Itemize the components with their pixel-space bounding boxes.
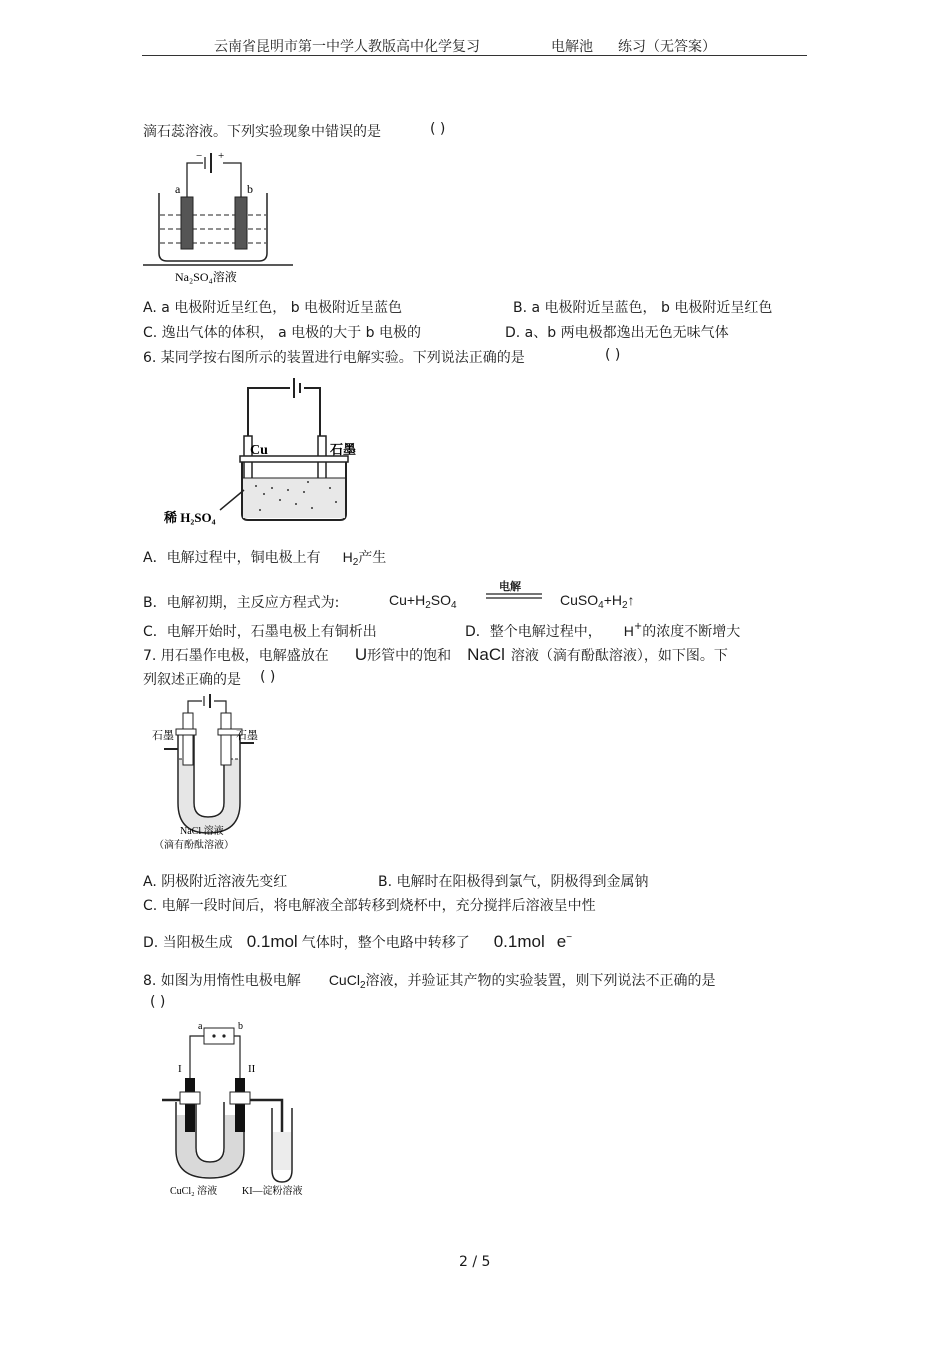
q6-option-b-equals (486, 592, 542, 600)
q8-stem: 8. 如图为用惰性电极电解 CuCl$_2$溶液，并验证其产物的实验装置，则下列说法不正确的是 (143, 972, 716, 991)
q6-option-a-pre: A．电解过程中，铜电极上有 (143, 550, 321, 566)
q5-electrode-a: a (175, 182, 181, 196)
header-note: 练习（无答案） (618, 39, 716, 55)
q5-caption: Na₂SO₄溶液 (175, 270, 237, 284)
q7-option-a: A. 阴极附近溶液先变红 (143, 874, 288, 890)
q7-stem-line1: 7. 用石墨作电极，电解盛放在 U形管中的饱和 NaCl 溶液（滴有酚酞溶液），如下图。下 (143, 645, 728, 664)
q5-answer-paren: ( ) (430, 121, 446, 137)
q6-answer-paren: ( ) (605, 347, 621, 363)
q6-option-a-h: H (342, 549, 353, 565)
q5-stem: 滴石蕊溶液。下列实验现象中错误的是 (143, 124, 381, 140)
header-title: 云南省昆明市第一中学人教版高中化学复习 (214, 39, 480, 55)
q8-electrode-ii: II (248, 1063, 256, 1075)
header-rule (142, 55, 807, 56)
q5-electrode-b: b (247, 182, 253, 196)
q7-caption-line2: （滴有酚酞溶液） (154, 840, 234, 851)
q7-stem-line2: 列叙述正确的是 (143, 672, 241, 688)
q8-answer-paren: ( ) (150, 994, 166, 1010)
q6-option-c: C．电解开始时，石墨电极上有铜析出 (143, 624, 377, 640)
q7-figure (150, 693, 270, 855)
page-number: 2 / 5 (459, 1254, 491, 1270)
q6-option-a-post: 产生 (358, 550, 387, 566)
q6-acid-label: 稀 H₂SO₄ (164, 510, 216, 525)
q6-stem: 6. 某同学按右图所示的装置进行电解实验。下列说法正确的是 (143, 350, 525, 366)
q7-option-b: B. 电解时在阳极得到氯气，阴极得到金属钠 (378, 874, 649, 890)
q7-option-c: C. 电解一段时间后，将电解液全部转移到烧杯中，充分搅拌后溶液呈中性 (143, 898, 596, 914)
q5-figure (143, 145, 293, 285)
q6-option-a (143, 547, 386, 567)
q6-option-d: D．整个电解过程中， H+的浓度不断增大 (465, 621, 741, 640)
q5-option-b: B. a 电极附近呈蓝色， b 电极附近呈红色 (513, 300, 773, 316)
q7-answer-paren: ( ) (260, 669, 276, 685)
q8-caption-cucl2: CuCl₂ 溶液 (170, 1186, 218, 1197)
q5-option-d: D. a、b 两电极都逸出无色无味气体 (505, 325, 729, 341)
q8-electrode-i: I (178, 1063, 182, 1075)
q6-option-b (143, 592, 339, 612)
q7-caption-line1: NaCl 溶液 (180, 826, 224, 837)
q7-left-electrode-label: 石墨 (152, 730, 174, 742)
q6-option-b-pre: B．电解初期，主反应方程式为: (143, 595, 340, 611)
header-topic: 电解池 (551, 39, 593, 55)
q7-option-d: D. 当阳极生成 0.1mol 气体时，整个电路中转移了 0.1mol e− (143, 932, 573, 951)
q6-cu-label: Cu (250, 443, 268, 458)
q8-terminal-b: b (238, 1021, 243, 1032)
q8-figure (158, 1020, 328, 1200)
q8-caption-ki: KI—淀粉溶液 (242, 1186, 303, 1197)
q6-option-b-lhs: $Cu+H_2SO_4$ (389, 592, 457, 611)
q6-graphite-label: 石墨 (330, 442, 357, 457)
q8-terminal-a: a (198, 1021, 203, 1032)
q5-minus-label: − (196, 150, 203, 162)
q6-figure (160, 370, 360, 530)
q6-option-a-sub: 2 (352, 557, 359, 568)
q5-option-a: A. a 电极附近呈红色， b 电极附近呈蓝色 (143, 300, 403, 316)
q6-option-b-condition: 电解 (499, 580, 521, 593)
q7-right-electrode-label: 石墨 (236, 730, 258, 742)
q6-option-b-rhs: $CuSO_4+H_2↑$ (560, 592, 635, 611)
q5-plus-label: + (218, 150, 225, 162)
q5-option-c: C. 逸出气体的体积， a 电极的大于 b 电极的 (143, 325, 421, 341)
